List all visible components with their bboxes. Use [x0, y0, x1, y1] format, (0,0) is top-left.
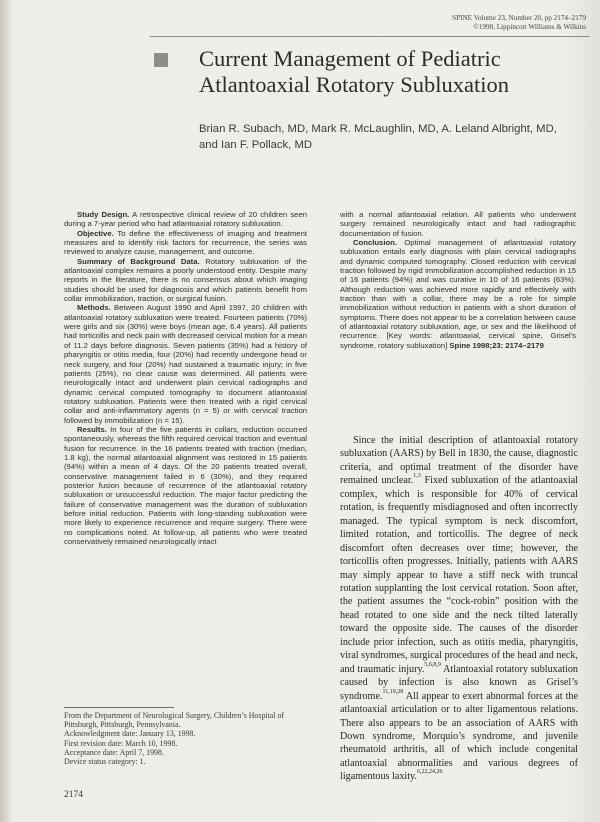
- journal-line: SPINE Volume 23, Number 20, pp 2174–2179: [452, 14, 586, 22]
- intro-paragraph: Since the initial description of atlantoaxial rotatory subluxation (AARS) by Bell in 1830, the cause, diagnostic criteria, and optimal treatment of the disorder have remained unclear.$^{1,3}$ Fixed subluxation of the atlantoaxial complex, which is responsible for 40% of cervical rotation, is frequently misdiagnosed and often incorrectly managed. The typical symptom is neck discomfort, limited rotation, and torticollis. The degree of neck discomfort often decreases over time; however, the torticollis often progresses. Initially, patients with AARS may simply appear to have a stiff neck with truncal rotation supplanting the lost cervical rotation. Soon after, the patient assumes the “cock-robin” position with the head rotated to one side and the neck tilted laterally toward the opposite side. The causes of the disorder include prior infection, such as otitis media, pharyngitis, viral syndromes, surgical procedures of the head and neck, and traumatic injury.$^{5,6,8,9}$ Atlantoaxial rotatory subluxation caused by infection is also known as Grisel’s syndrome.$^{11,19,28}$ All appear to exert abnormal forces at the atlantoaxial articulation or to alter ligamentous relations. There also appears to be an association of AARS with Down syndrome, Morquio’s syndrome, and juvenile rheumatoid arthritis, all of which include congenital atlantoaxial abnormalities and various degrees of ligamentous laxity.$^{6,22,24,26}$: [340, 435, 578, 783]
- abstract-left-column: [64, 210, 307, 546]
- body-text: [340, 434, 578, 784]
- reference-1: 1,3: [413, 473, 421, 480]
- page-number: 2174: [64, 790, 83, 800]
- title-line-1: Current Management of Pediatric: [199, 46, 501, 71]
- footnote-device-status: Device status category: 1.: [64, 757, 146, 767]
- abstract-methods: Methods. Between August 1990 and April 1997, 20 children with atlantoaxial rotatory subluxation were treated. Fourteen patients (70%) were girls and six (30%) were boys (mean age, 6.4 years). All patients had torticollis and neck pain with decreased cervical motion for a mean of 11.2 days before diagnosis. Seven patients (35%) had a history of pharyngitis or otitis media, four (20%) had recently undergone head or neck surgery, and four (20%) had sustained a traumatic injury; in five patients (25%), no clear cause was determined. All patients were neurologically intact and underwent plain cervical radiographs and dynamic cervical computed tomography to document atlantoaxial rotatory subluxation. Patients were then treated with a rigid cervical collar and anti-inflammatory agents (n = 5) or with cervical traction followed by immobilization (n = 15).: [64, 303, 307, 425]
- abstract-citation: Spine 1998;23: 2174–2179: [447, 340, 544, 350]
- reference-2: 5,6,8,9: [424, 661, 441, 668]
- abstract-conclusion: Conclusion. Optimal management of atlantoaxial rotatory subluxation entails early diagnosis with plain cervical radiographs and dynamic computed tomography. Closed reduction with cervical traction followed by rigid immobilization accomplished reduction in 15 of 16 patients (94%) and was curative in 10 of 16 patients (63%). Although reduction was achieved more rapidly and effectively with traction than with a collar, there may be a role for simple immobilization without reduction in patients with a short duration of symptoms. There does not appear to be a correlation between cause of atlantoaxial rotatory subluxation, age, or sex and the likelihood of recurrence. [Key words: atlantoaxial, cervical spine, Grisel’s syndrome, rotatory subluxation] Spine 1998;23: 2174–2179: [340, 238, 576, 350]
- abstract-study-design: Study Design. A retrospective clinical review of 20 children seen during a 7-year period who had atlantoaxial rotatory subluxation.: [64, 210, 307, 229]
- abstract-objective: Objective. To define the effectiveness of imaging and treatment measures and to identify risk factors for recurrence, the series was reviewed to analyze cause, management, and outcome.: [64, 228, 307, 257]
- journal-reference: [452, 14, 586, 32]
- binding-edge: [0, 0, 10, 822]
- title-line-2: Atlantoaxial Rotatory Subluxation: [199, 72, 509, 97]
- author-list: [199, 121, 589, 153]
- abstract-results: Results. In four of the five patients in collars, reduction occurred spontaneously, whereas the fifth required cervical traction and eventual fusion for recurrence. In the 16 patients treated with traction (median, 1.8 kg), the normal atlantoaxial alignment was restored in 15 patients (94%) within a mean of 4 days. Of the 20 patients treated overall, conservative management failed in 6 (30%), and they required posterior fusion because of recurrence of the atlantoaxial rotatory subluxation or unsuccessful reduction. The major factor predicting the failure of conservative management was the duration of subluxation before initial reduction. Patients with long-standing subluxation were more likely to experience recurrence and require surgery. There were no complications noted. At follow-up, all patients who were treated conservatively remained neurologically intact: [64, 424, 307, 547]
- footnote-affiliation: From the Department of Neurological Surgery, Children’s Hospital of Pittsburgh, Pittsburgh, Pennsylvania.: [64, 711, 285, 730]
- reference-4: 6,22,24,26: [416, 769, 443, 776]
- abstract-background: Summary of Background Data. Rotatory subluxation of the atlantoaxial complex remains a poorly understood entity. Despite many reports in the literature, there is no consensus about which imaging studies should be used for diagnosis and which patients benefit from collar immobilization, traction, or surgical fusion.: [64, 256, 307, 304]
- authors-line-2: and Ian F. Pollack, MD: [199, 139, 313, 151]
- footnote-acceptance: Acceptance date: April 7, 1998.: [64, 747, 164, 757]
- copyright-line: ©1998, Lippincott Williams & Wilkins: [473, 23, 586, 31]
- abstract-right-column: [340, 210, 576, 350]
- article-title: [199, 46, 589, 98]
- footnote-revision: First revision date: March 10, 1998.: [64, 738, 178, 748]
- header-rule: [150, 36, 590, 37]
- affiliation-footnote: [64, 711, 319, 766]
- footnote-acknowledgment: Acknowledgment date: January 13, 1998.: [64, 729, 196, 739]
- footnote-rule: [64, 707, 174, 708]
- authors-line-1: Brian R. Subach, MD, Mark R. McLaughlin, MD, A. Leland Albright, MD,: [199, 123, 557, 135]
- reference-3: 11,19,28: [382, 688, 404, 695]
- title-square-icon: [154, 53, 168, 67]
- abstract-results-continued: with a normal atlantoaxial relation. All patients who underwent surgery remained neurologically intact and had radiographic documentation of fusion.: [340, 210, 576, 238]
